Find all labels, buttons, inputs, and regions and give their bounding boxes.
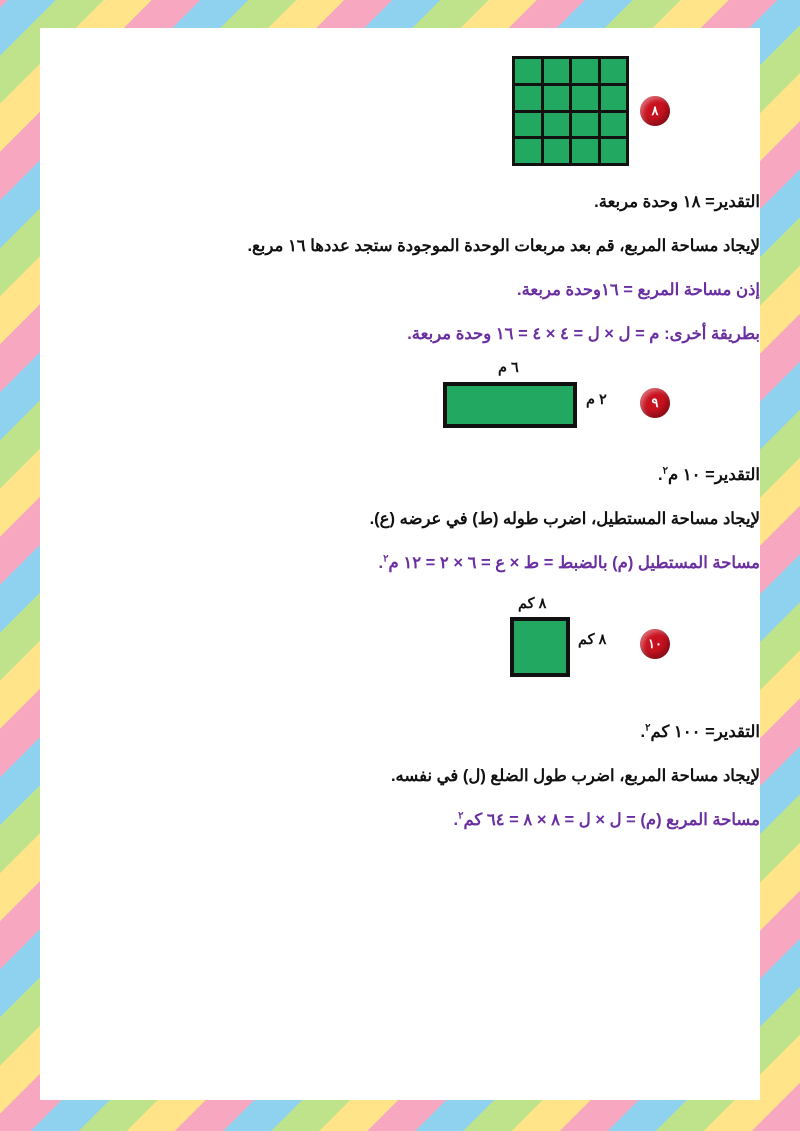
problem-10-line-1: التقدير= ١٠٠ كم$^٢$. — [640, 722, 760, 741]
unit-squares-grid-figure — [512, 56, 629, 166]
unit-square — [572, 113, 598, 137]
unit-square — [601, 86, 627, 110]
unit-square — [601, 139, 627, 163]
unit-square — [515, 59, 541, 83]
problem-9-line-1: التقدير= ١٠ م$^٢$. — [657, 465, 760, 484]
unit-square — [572, 139, 598, 163]
unit-square — [572, 86, 598, 110]
problem-badge-8: ٨ — [640, 96, 670, 126]
square-side-label: ٨ كم — [578, 632, 607, 648]
problem-8-line-3: إذن مساحة المربع = ١٦وحدة مربعة. — [517, 281, 760, 299]
problem-8-line-1: التقدير= ١٨ وحدة مربعة. — [594, 193, 760, 211]
unit-square — [515, 86, 541, 110]
unit-square — [544, 59, 570, 83]
problem-10-line-3: مساحة المربع (م) = ل × ل = ٨ × ٨ = ٦٤ كم$^٢$. — [453, 810, 760, 829]
unit-square — [601, 59, 627, 83]
square-top-label: ٨ كم — [518, 596, 547, 612]
unit-square — [515, 113, 541, 137]
unit-square — [515, 139, 541, 163]
problem-badge-10: ١٠ — [640, 629, 670, 659]
unit-square — [601, 113, 627, 137]
problem-10-line-2: لإيجاد مساحة المربع، اضرب طول الضلع (ل) في نفسه. — [390, 767, 760, 785]
rectangle-top-label: ٦ م — [498, 360, 519, 376]
rectangle-figure — [443, 382, 577, 428]
unit-square — [572, 59, 598, 83]
square-figure — [510, 617, 570, 677]
unit-square — [544, 86, 570, 110]
worksheet-sheet — [40, 28, 760, 1100]
unit-square — [544, 113, 570, 137]
problem-9-line-2: لإيجاد مساحة المستطيل، اضرب طوله (ط) في عرضه (ع). — [369, 510, 760, 528]
problem-8-line-4: بطريقة أخرى: م = ل × ل = ٤ × ٤ = ١٦ وحدة مربعة. — [407, 325, 760, 343]
problem-badge-9: ٩ — [640, 388, 670, 418]
problem-9-line-3: مساحة المستطيل (م) بالضبط = ط × ع = ٦ × ٢ = ١٢ م$^٢$. — [378, 553, 760, 572]
unit-square — [544, 139, 570, 163]
problem-8-line-2: لإيجاد مساحة المربع، قم بعد مربعات الوحدة الموجودة ستجد عددها ١٦ مربع. — [247, 237, 760, 255]
worksheet-content — [40, 28, 760, 1100]
rectangle-side-label: ٢ م — [586, 392, 607, 408]
